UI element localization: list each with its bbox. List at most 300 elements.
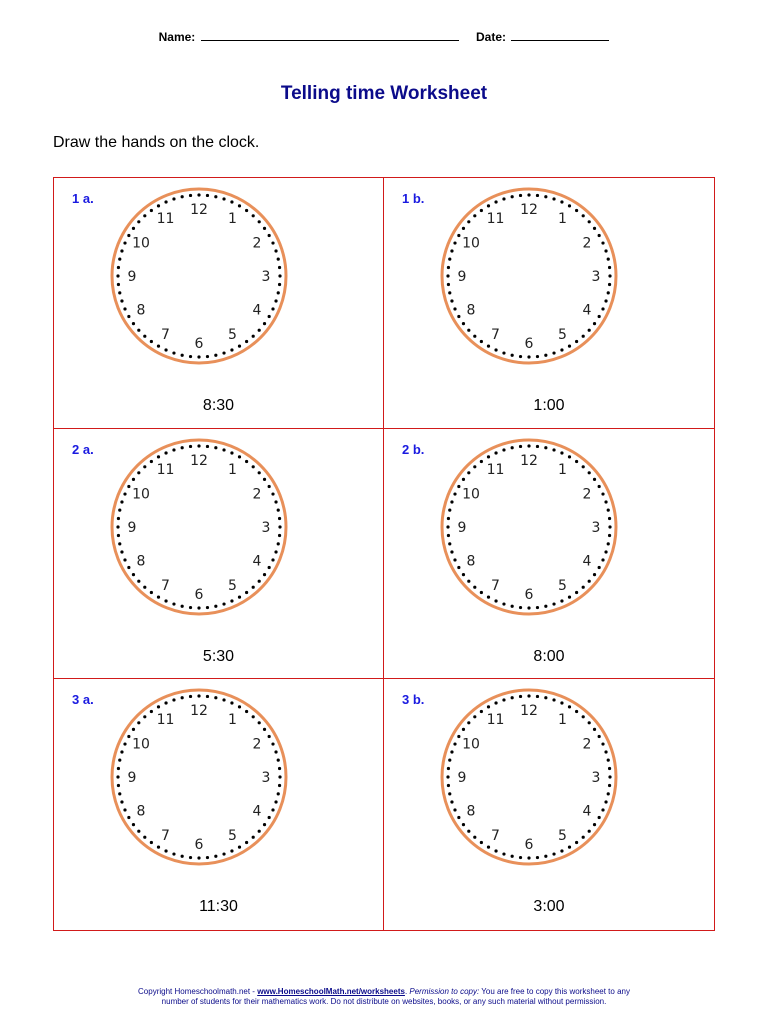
- minute-dot: [117, 266, 120, 269]
- permission-label: Permission to copy:: [409, 987, 480, 996]
- minute-dot: [222, 853, 225, 856]
- minute-dot: [462, 823, 465, 826]
- minute-dot: [143, 465, 146, 468]
- minute-dot: [118, 793, 121, 796]
- minute-dot: [132, 728, 135, 731]
- minute-dot: [222, 351, 225, 354]
- clock-number: 7: [491, 828, 500, 845]
- minute-dot: [252, 716, 255, 719]
- minute-dot: [222, 197, 225, 200]
- minute-dot: [450, 249, 453, 252]
- minute-dot: [457, 566, 460, 569]
- minute-dot: [123, 558, 126, 561]
- clock-number: 5: [558, 828, 567, 845]
- minute-dot: [157, 204, 160, 207]
- minute-dot: [568, 846, 571, 849]
- minute-dot: [560, 200, 563, 203]
- clock-number: 11: [156, 461, 175, 478]
- minute-dot: [593, 573, 596, 576]
- time-label: 11:30: [199, 898, 238, 916]
- minute-dot: [560, 348, 563, 351]
- minute-dot: [467, 220, 470, 223]
- clock-svg: [109, 687, 289, 867]
- name-label: Name:: [158, 30, 196, 44]
- footer: [0, 987, 768, 1007]
- clock-number: 12: [190, 202, 208, 218]
- minute-dot: [197, 193, 200, 196]
- minute-dot: [258, 579, 261, 582]
- minute-dot: [601, 492, 604, 495]
- minute-dot: [245, 460, 248, 463]
- minute-dot: [268, 816, 271, 819]
- minute-dot: [127, 566, 130, 569]
- worksheets-link[interactable]: www.HomeschoolMath.net/worksheets: [257, 987, 405, 996]
- minute-dot: [453, 558, 456, 561]
- minute-dot: [462, 728, 465, 731]
- minute-dot: [268, 485, 271, 488]
- minute-dot: [230, 200, 233, 203]
- minute-dot: [560, 850, 563, 853]
- minute-dot: [181, 354, 184, 357]
- minute-dot: [473, 335, 476, 338]
- clock-face[interactable]: [109, 437, 289, 617]
- minute-dot: [487, 595, 490, 598]
- minute-dot: [172, 197, 175, 200]
- minute-dot: [607, 291, 610, 294]
- minute-dot: [608, 534, 611, 537]
- minute-dot: [274, 550, 277, 553]
- clock-number: 7: [161, 577, 170, 594]
- minute-dot: [118, 508, 121, 511]
- footer-line-1: [0, 987, 768, 997]
- minute-dot: [588, 471, 591, 474]
- minute-dot: [544, 604, 547, 607]
- minute-dot: [118, 759, 121, 762]
- problem-label: 2 a.: [72, 441, 94, 457]
- minute-dot: [552, 699, 555, 702]
- minute-dot: [263, 322, 266, 325]
- minute-dot: [447, 784, 450, 787]
- clock-number: 1: [558, 210, 567, 227]
- minute-dot: [206, 695, 209, 698]
- minute-dot: [230, 348, 233, 351]
- minute-dot: [604, 249, 607, 252]
- minute-dot: [568, 345, 571, 348]
- minute-dot: [450, 801, 453, 804]
- clock-number: 5: [228, 828, 237, 845]
- clock-number: 3: [261, 269, 271, 285]
- minute-dot: [487, 204, 490, 207]
- minute-dot: [172, 351, 175, 354]
- clock-number: 4: [252, 553, 262, 570]
- minute-dot: [467, 329, 470, 332]
- minute-dot: [502, 448, 505, 451]
- minute-dot: [278, 266, 281, 269]
- minute-dot: [527, 355, 530, 358]
- minute-dot: [132, 573, 135, 576]
- clock-number: 10: [132, 486, 150, 503]
- minute-dot: [447, 283, 450, 286]
- clock-number: 5: [558, 577, 567, 594]
- minute-dot: [544, 195, 547, 198]
- minute-dot: [164, 451, 167, 454]
- minute-dot: [604, 500, 607, 503]
- minute-dot: [150, 460, 153, 463]
- clock-number: 10: [132, 235, 150, 252]
- minute-dot: [271, 743, 274, 746]
- minute-dot: [582, 716, 585, 719]
- minute-dot: [181, 855, 184, 858]
- minute-dot: [123, 743, 126, 746]
- minute-dot: [593, 728, 596, 731]
- minute-dot: [214, 696, 217, 699]
- minute-dot: [123, 809, 126, 812]
- clock-number: 3: [591, 770, 601, 787]
- minute-dot: [462, 322, 465, 325]
- minute-dot: [120, 500, 123, 503]
- minute-dot: [245, 340, 248, 343]
- minute-dot: [552, 602, 555, 605]
- minute-dot: [487, 706, 490, 709]
- minute-dot: [473, 214, 476, 217]
- clock-number: 7: [491, 577, 500, 594]
- minute-dot: [164, 599, 167, 602]
- minute-dot: [116, 776, 119, 779]
- minute-dot: [560, 599, 563, 602]
- minute-dot: [258, 830, 261, 833]
- minute-dot: [450, 550, 453, 553]
- minute-dot: [263, 477, 266, 480]
- clock-number: 9: [127, 269, 137, 285]
- minute-dot: [214, 604, 217, 607]
- clock-number: 12: [520, 202, 538, 218]
- minute-dot: [238, 345, 241, 348]
- minute-dot: [536, 194, 539, 197]
- minute-dot: [446, 776, 449, 779]
- minute-dot: [453, 241, 456, 244]
- minute-dot: [252, 214, 255, 217]
- clock-face[interactable]: [109, 186, 289, 366]
- minute-dot: [598, 735, 601, 738]
- clock-face[interactable]: [439, 186, 619, 366]
- minute-dot: [132, 322, 135, 325]
- minute-dot: [278, 525, 281, 528]
- minute-dot: [588, 722, 591, 725]
- instruction-text: Draw the hands on the clock.: [53, 134, 260, 151]
- clock-number: 2: [252, 736, 262, 753]
- time-label: 1:00: [533, 397, 565, 414]
- minute-dot: [278, 784, 281, 787]
- minute-dot: [568, 204, 571, 207]
- clock-number: 9: [457, 519, 467, 536]
- time-label: 3:00: [533, 898, 565, 916]
- minute-dot: [137, 830, 140, 833]
- minute-dot: [137, 722, 140, 725]
- minute-dot: [519, 444, 522, 447]
- minute-dot: [157, 595, 160, 598]
- minute-dot: [263, 823, 266, 826]
- minute-dot: [447, 517, 450, 520]
- minute-dot: [536, 444, 539, 447]
- minute-dot: [181, 195, 184, 198]
- minute-dot: [527, 606, 530, 609]
- minute-dot: [511, 604, 514, 607]
- minute-dot: [457, 816, 460, 819]
- minute-dot: [575, 841, 578, 844]
- minute-dot: [274, 751, 277, 754]
- minute-dot: [588, 579, 591, 582]
- clock-number: 1: [228, 210, 237, 227]
- minute-dot: [252, 465, 255, 468]
- minute-dot: [132, 477, 135, 480]
- clock-svg: [109, 186, 289, 366]
- clock-number: 10: [462, 736, 480, 753]
- clock-number: 4: [252, 302, 262, 319]
- minute-dot: [214, 354, 217, 357]
- minute-dot: [238, 204, 241, 207]
- minute-dot: [252, 836, 255, 839]
- minute-dot: [544, 855, 547, 858]
- minute-dot: [164, 348, 167, 351]
- clock-number: 8: [136, 553, 146, 570]
- minute-dot: [480, 340, 483, 343]
- minute-dot: [467, 471, 470, 474]
- clock-face[interactable]: [439, 437, 619, 617]
- minute-dot: [230, 599, 233, 602]
- minute-dot: [271, 307, 274, 310]
- minute-dot: [480, 841, 483, 844]
- permission-text: You are free to copy this worksheet to any: [479, 987, 630, 996]
- clock-number: 6: [524, 336, 534, 352]
- minute-dot: [197, 857, 200, 860]
- minute-dot: [189, 444, 192, 447]
- time-label: 8:00: [533, 647, 565, 665]
- minute-dot: [502, 602, 505, 605]
- clock-number: 3: [261, 519, 271, 536]
- date-field[interactable]: [511, 30, 609, 41]
- minute-dot: [116, 274, 119, 277]
- clock-face[interactable]: [439, 687, 619, 867]
- minute-dot: [575, 209, 578, 212]
- minute-dot: [575, 340, 578, 343]
- time-label: 5:30: [202, 647, 235, 665]
- problem-cell: [54, 429, 384, 680]
- minute-dot: [582, 836, 585, 839]
- minute-dot: [593, 322, 596, 325]
- minute-dot: [277, 258, 280, 261]
- clock-svg: [439, 687, 619, 867]
- clock-number: 12: [520, 452, 538, 469]
- minute-dot: [604, 801, 607, 804]
- minute-dot: [552, 197, 555, 200]
- minute-dot: [238, 706, 241, 709]
- clock-number: 10: [462, 235, 480, 252]
- minute-dot: [172, 853, 175, 856]
- page-title: Telling time Worksheet: [280, 83, 488, 104]
- minute-dot: [120, 249, 123, 252]
- minute-dot: [608, 525, 611, 528]
- minute-dot: [450, 500, 453, 503]
- minute-dot: [601, 558, 604, 561]
- minute-dot: [448, 793, 451, 796]
- minute-dot: [238, 846, 241, 849]
- minute-dot: [527, 857, 530, 860]
- minute-dot: [448, 258, 451, 261]
- clock-number: 8: [466, 553, 476, 570]
- minute-dot: [502, 351, 505, 354]
- minute-dot: [447, 767, 450, 770]
- minute-dot: [117, 784, 120, 787]
- footer-line-2: number of students for their mathematics work. Do not distribute on websites, books, or any such material without permission.: [161, 997, 607, 1006]
- minute-dot: [598, 315, 601, 318]
- minute-dot: [601, 743, 604, 746]
- minute-dot: [487, 846, 490, 849]
- minute-dot: [271, 809, 274, 812]
- name-field[interactable]: [201, 30, 459, 41]
- minute-dot: [544, 696, 547, 699]
- minute-dot: [604, 550, 607, 553]
- minute-dot: [206, 194, 209, 197]
- clock-number: 11: [156, 210, 175, 227]
- problem-grid: [53, 177, 715, 931]
- clock-number: 11: [486, 461, 505, 478]
- minute-dot: [601, 809, 604, 812]
- minute-dot: [214, 195, 217, 198]
- minute-dot: [601, 307, 604, 310]
- minute-dot: [258, 220, 261, 223]
- minute-dot: [164, 850, 167, 853]
- clock-number: 6: [524, 586, 534, 603]
- clock-number: 6: [524, 837, 534, 854]
- clock-number: 1: [228, 712, 237, 729]
- minute-dot: [588, 830, 591, 833]
- minute-dot: [127, 315, 130, 318]
- minute-dot: [450, 299, 453, 302]
- header: [0, 30, 768, 44]
- minute-dot: [494, 850, 497, 853]
- minute-dot: [575, 710, 578, 713]
- minute-dot: [598, 234, 601, 237]
- minute-dot: [206, 444, 209, 447]
- problem-cell: [384, 679, 714, 930]
- minute-dot: [607, 258, 610, 261]
- minute-dot: [608, 283, 611, 286]
- copyright-text: Copyright Homeschoolmath.net -: [138, 987, 258, 996]
- minute-dot: [197, 695, 200, 698]
- minute-dot: [137, 329, 140, 332]
- minute-dot: [575, 591, 578, 594]
- minute-dot: [568, 706, 571, 709]
- clock-number: 2: [252, 486, 262, 503]
- minute-dot: [473, 836, 476, 839]
- problem-cell: [54, 679, 384, 930]
- minute-dot: [473, 465, 476, 468]
- minute-dot: [263, 227, 266, 230]
- minute-dot: [143, 585, 146, 588]
- minute-dot: [206, 355, 209, 358]
- minute-dot: [608, 784, 611, 787]
- minute-dot: [544, 354, 547, 357]
- clock-number: 9: [127, 519, 137, 536]
- minute-dot: [274, 299, 277, 302]
- minute-dot: [511, 696, 514, 699]
- clock-number: 2: [582, 736, 592, 753]
- minute-dot: [588, 329, 591, 332]
- minute-dot: [120, 801, 123, 804]
- minute-dot: [206, 856, 209, 859]
- clock-number: 5: [558, 327, 567, 344]
- minute-dot: [245, 710, 248, 713]
- minute-dot: [268, 566, 271, 569]
- clock-number: 11: [486, 712, 505, 729]
- minute-dot: [245, 209, 248, 212]
- minute-dot: [277, 542, 280, 545]
- minute-dot: [568, 455, 571, 458]
- minute-dot: [480, 460, 483, 463]
- minute-dot: [271, 492, 274, 495]
- minute-dot: [467, 830, 470, 833]
- clock-number: 9: [457, 269, 467, 285]
- minute-dot: [258, 722, 261, 725]
- minute-dot: [172, 602, 175, 605]
- minute-dot: [258, 471, 261, 474]
- clock-number: 7: [161, 327, 170, 344]
- minute-dot: [189, 606, 192, 609]
- minute-dot: [607, 759, 610, 762]
- minute-dot: [457, 735, 460, 738]
- clock-number: 7: [491, 327, 500, 344]
- minute-dot: [143, 214, 146, 217]
- minute-dot: [608, 266, 611, 269]
- minute-dot: [608, 517, 611, 520]
- minute-dot: [197, 444, 200, 447]
- clock-number: 9: [127, 770, 137, 787]
- minute-dot: [448, 508, 451, 511]
- clock-number: 2: [582, 235, 592, 252]
- clock-number: 4: [582, 302, 592, 319]
- minute-dot: [487, 345, 490, 348]
- minute-dot: [608, 767, 611, 770]
- clock-number: 5: [228, 327, 237, 344]
- minute-dot: [494, 451, 497, 454]
- minute-dot: [487, 455, 490, 458]
- minute-dot: [448, 759, 451, 762]
- minute-dot: [527, 695, 530, 698]
- clock-number: 6: [194, 837, 204, 854]
- minute-dot: [271, 241, 274, 244]
- minute-dot: [575, 460, 578, 463]
- minute-dot: [238, 595, 241, 598]
- minute-dot: [164, 200, 167, 203]
- clock-number: 12: [520, 703, 538, 720]
- clock-face[interactable]: [109, 687, 289, 867]
- clock-number: 5: [228, 577, 237, 594]
- minute-dot: [150, 340, 153, 343]
- minute-dot: [118, 542, 121, 545]
- minute-dot: [197, 606, 200, 609]
- minute-dot: [117, 283, 120, 286]
- minute-dot: [222, 602, 225, 605]
- minute-dot: [181, 446, 184, 449]
- minute-dot: [157, 706, 160, 709]
- minute-dot: [274, 249, 277, 252]
- problem-label: 2 b.: [402, 441, 425, 457]
- minute-dot: [582, 335, 585, 338]
- minute-dot: [277, 508, 280, 511]
- minute-dot: [150, 710, 153, 713]
- minute-dot: [473, 585, 476, 588]
- minute-dot: [448, 291, 451, 294]
